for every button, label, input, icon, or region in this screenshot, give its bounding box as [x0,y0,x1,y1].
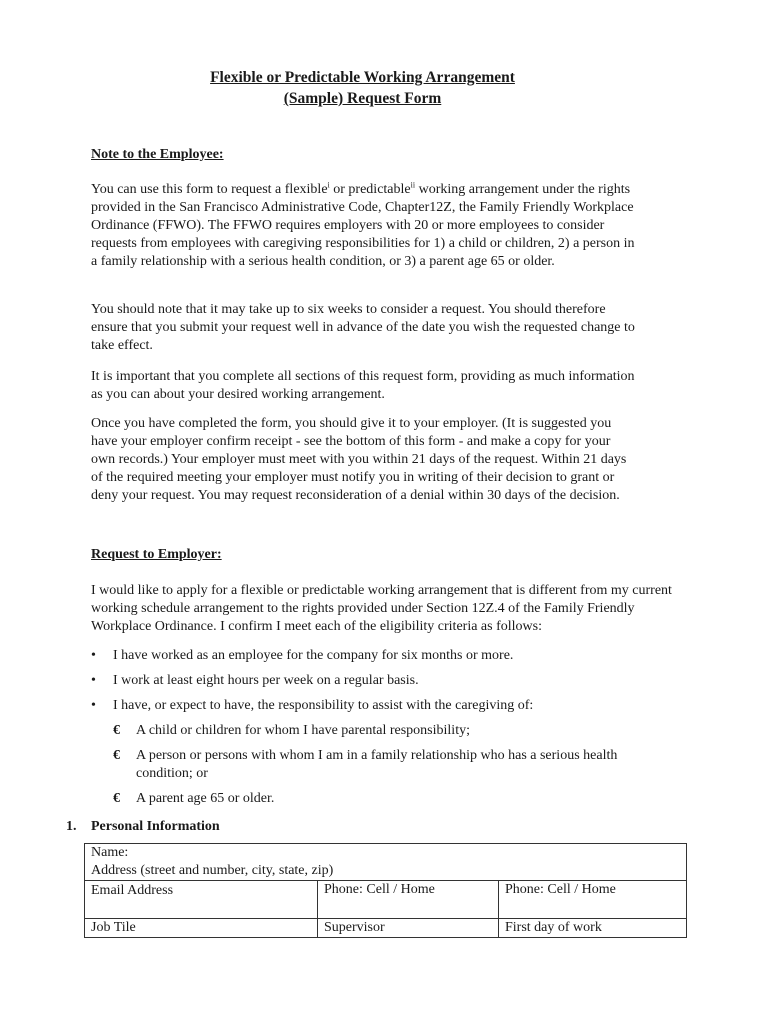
footnote-ref-i: i [327,180,330,190]
sub-list-item-text: A child or children for whom I have parental responsibility; [136,723,470,738]
list-item [91,647,671,665]
sub-list-item-text: A parent age 65 or older. [136,791,275,806]
sub-list-item-text: A person or persons with whom I am in a family relationship who has a serious health condition; or [136,748,618,781]
note-p1-part-c: working arrangement under the rights provided in the San Francisco Administrative Code, Chapter12Z, the Family Friendly Workplace Ordinance (FFWO). The FFWO requires employers with 20 or more employees to consider requests from employees with caregiving responsibilities for 1) a child or children, 2) a person in a family relationship with a serious health condition, or 3) a parent age 65 or older. [91,182,635,269]
list-item [91,672,671,690]
euro-bullet-icon: € [113,723,120,738]
list-item-text: I have, or expect to have, the responsibility to assist with the caregiving of: [113,698,534,713]
first-day-field[interactable] [499,919,687,938]
list-item-text: I work at least eight hours per week on a regular basis. [113,673,419,688]
section-personal-information-title [66,818,220,836]
supervisor-field[interactable] [318,919,499,938]
email-label: Email Address [91,883,174,898]
euro-bullet-icon: € [113,748,120,763]
note-paragraph-2: You should note that it may take up to six weeks to consider a request. You should therefore ensure that you submit your request well in advance of the date you wish the requested change to take effect. [91,302,635,353]
sub-list-item [91,790,671,808]
note-paragraph-3: It is important that you complete all sections of this request form, providing as much information as you can about your desired working arrangement. [91,369,635,402]
supervisor-label: Supervisor [324,920,385,935]
phone-2-label: Phone: Cell / Home [505,882,616,897]
note-p1-part-a: You can use this form to request a flexible [91,182,328,197]
list-item-text: I have worked as an employee for the company for six months or more. [113,648,514,663]
title-line-1: Flexible or Predictable Working Arrangement [210,69,515,86]
phone-field-1[interactable] [318,881,499,919]
first-day-label: First day of work [505,920,602,935]
request-heading: Request to Employer: [91,547,222,562]
phone-field-2[interactable] [499,881,687,919]
name-label: Name: [91,845,129,860]
euro-bullet-icon: € [113,791,120,806]
note-p1-part-b: or predictable [329,182,411,197]
request-intro: I would like to apply for a flexible or predictable working arrangement that is different from my current working schedule arrangement to the rights provided under Section 12Z.4 of the Family Friendly Workplace Ordinance. I confirm I meet each of the eligibility criteria as follows: [91,583,672,634]
name-address-cell[interactable] [85,844,687,881]
form-title [0,67,725,109]
personal-information-table [84,843,687,938]
title-line-2: (Sample) Request Form [283,90,442,107]
sub-list-item [91,722,671,740]
note-paragraph-4: Once you have completed the form, you should give it to your employer. (It is suggested you have your employer confirm receipt - see the bottom of this form - and make a copy for your own records.) Your employer must meet with you within 21 days of the request. Within 21 days of the required meeting your employer must notify you in writing of their decision to grant or deny your request. You may request reconsideration of a denial within 30 days of the decision. [91,416,627,503]
job-title-label: Job Tile [91,920,136,935]
section-title-text: Personal Information [91,819,220,834]
sub-list-item [91,747,671,783]
phone-1-label: Phone: Cell / Home [324,882,435,897]
bullet-icon: • [91,648,96,663]
bullet-icon: • [91,673,96,688]
address-label: Address (street and number, city, state, zip) [91,863,334,878]
list-item [91,697,671,715]
section-number: 1. [66,819,77,834]
bullet-icon: • [91,698,96,713]
eligibility-list [91,647,671,815]
email-field[interactable] [85,881,318,919]
note-paragraph-1 [91,181,636,271]
job-title-field[interactable] [85,919,318,938]
note-heading: Note to the Employee: [91,147,224,162]
footnote-ref-ii: ii [410,180,416,190]
